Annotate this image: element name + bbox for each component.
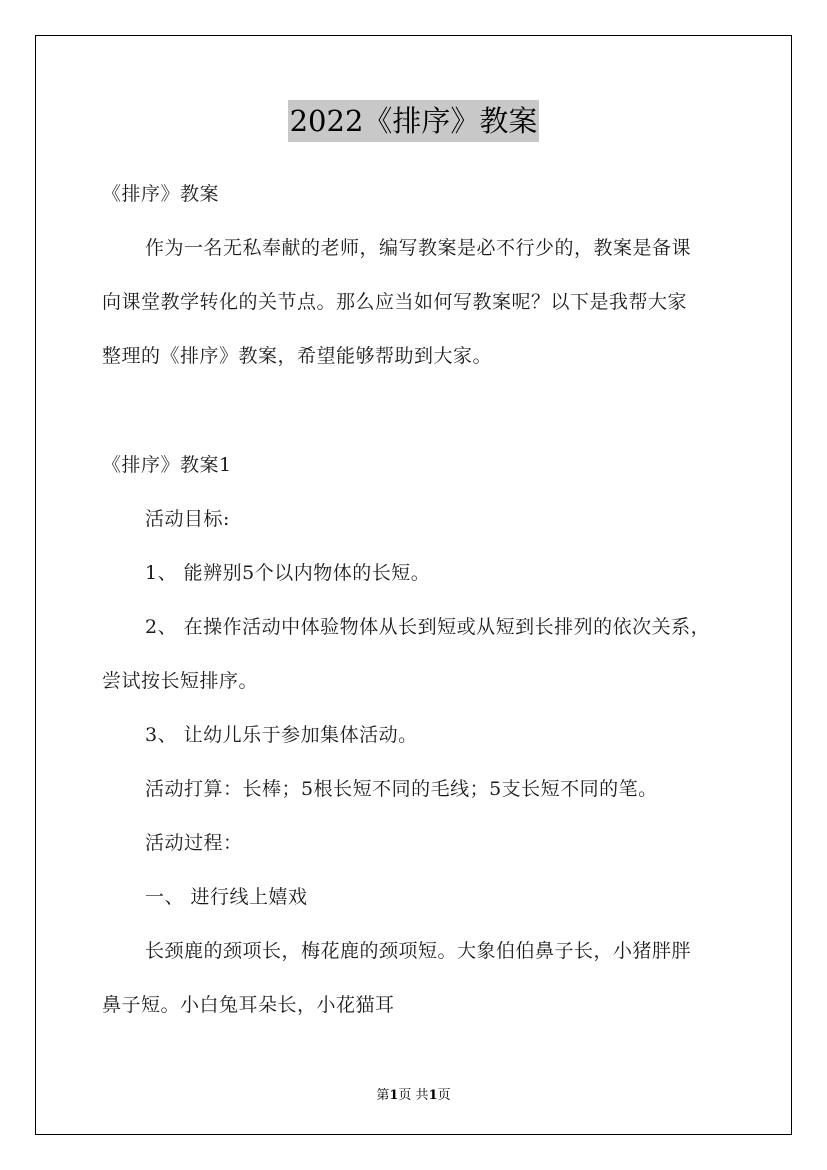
footer-page-number: 1 bbox=[389, 1088, 399, 1103]
body-line-1: 长颈鹿的颈项长，梅花鹿的颈项短。大象伯伯鼻子长，小猪胖胖 bbox=[145, 940, 692, 962]
goal-label: 活动目标: bbox=[145, 508, 230, 530]
footer-page-total: 1 bbox=[428, 1088, 438, 1103]
goal-item-2-cont: 尝试按长短排序。 bbox=[102, 670, 259, 692]
goal-item-3: 3、 让幼儿乐于参加集体活动。 bbox=[145, 724, 418, 746]
document-title: 2022《排序》教案 bbox=[288, 100, 540, 142]
prep-line: 活动打算：长棒；5根长短不同的毛线；5支长短不同的笔。 bbox=[145, 778, 658, 800]
page-footer bbox=[0, 1084, 827, 1103]
goal-item-1: 1、 能辨别5个以内物体的长短。 bbox=[145, 562, 431, 584]
step-1: 一、 进行线上嬉戏 bbox=[145, 886, 308, 908]
heading-1: 《排序》教案 bbox=[102, 183, 220, 205]
footer-prefix: 第 bbox=[376, 1088, 390, 1103]
footer-suffix: 页 bbox=[437, 1088, 451, 1103]
title-container bbox=[0, 100, 827, 142]
footer-mid: 页 共 bbox=[398, 1088, 429, 1103]
process-label: 活动过程： bbox=[145, 832, 243, 854]
intro-line-2: 向课堂教学转化的关节点。那么应当如何写教案呢？以下是我帮大家 bbox=[102, 291, 688, 313]
body-line-2: 鼻子短。小白兔耳朵长，小花猫耳 bbox=[102, 994, 395, 1016]
section1-heading: 《排序》教案1 bbox=[102, 454, 232, 476]
goal-item-2: 2、 在操作活动中体验物体从长到短或从短到长排列的依次关系， bbox=[145, 616, 711, 638]
intro-line-3: 整理的《排序》教案，希望能够帮助到大家。 bbox=[102, 345, 493, 367]
intro-line-1: 作为一名无私奉献的老师，编写教案是必不行少的，教案是备课 bbox=[145, 237, 692, 259]
